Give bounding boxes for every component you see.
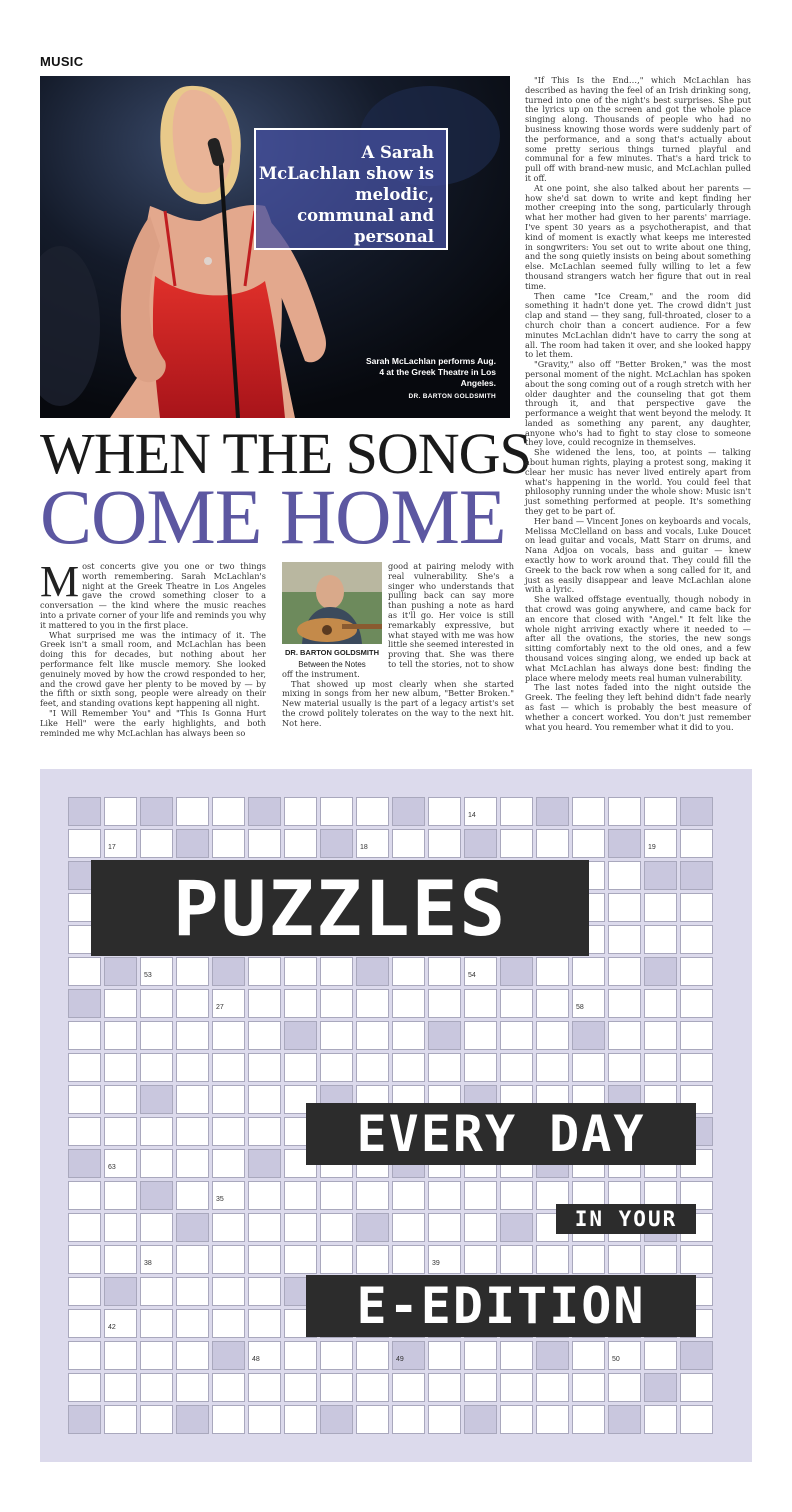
grid-cell: [644, 1053, 677, 1082]
e-edition-banner: E-EDITION: [306, 1275, 696, 1337]
grid-cell: [248, 957, 281, 986]
grid-cell: [356, 1021, 389, 1050]
clue-number: 14: [468, 812, 476, 819]
grid-cell: [212, 1245, 245, 1274]
headline-line1: WHEN THE SONGS: [40, 421, 531, 486]
grid-cell: [248, 1117, 281, 1146]
grid-cell: [140, 1053, 173, 1082]
grid-cell: [68, 829, 101, 858]
grid-cell: [140, 829, 173, 858]
grid-cell: [392, 1213, 425, 1242]
grid-cell: [320, 797, 353, 826]
drop-cap: M: [40, 557, 80, 606]
grid-cell: [320, 1373, 353, 1402]
grid-cell: [320, 1021, 353, 1050]
article-column-1: [40, 557, 266, 738]
grid-cell: [140, 1021, 173, 1050]
grid-cell: [356, 989, 389, 1018]
grid-cell: [212, 1085, 245, 1114]
grid-cell: [644, 797, 677, 826]
grid-cell: [320, 1341, 353, 1370]
grid-cell: [212, 1021, 245, 1050]
grid-cell: [572, 1405, 605, 1434]
grid-cell: [68, 1405, 101, 1434]
grid-cell: [572, 1021, 605, 1050]
grid-cell: [536, 1053, 569, 1082]
grid-cell: [356, 1341, 389, 1370]
grid-cell: [608, 1405, 641, 1434]
clue-number: 58: [576, 1004, 584, 1011]
grid-cell: [392, 989, 425, 1018]
clue-number: 18: [360, 844, 368, 851]
article-column-3: [525, 76, 751, 732]
grid-cell: [608, 1373, 641, 1402]
photo-credit: DR. BARTON GOLDSMITH: [408, 393, 496, 400]
grid-cell: [644, 1341, 677, 1370]
clue-number: 63: [108, 1164, 116, 1171]
clue-number: 49: [396, 1356, 404, 1363]
grid-cell: [248, 829, 281, 858]
grid-cell: [176, 1277, 209, 1306]
grid-cell: [680, 957, 713, 986]
grid-cell: [536, 1373, 569, 1402]
grid-cell: [140, 1149, 173, 1178]
grid-cell: [536, 797, 569, 826]
grid-cell: [284, 1181, 317, 1210]
photo-caption-text: Sarah McLachlan performs Aug. 4 at the Greek Theatre in Los Angeles.: [365, 356, 496, 388]
grid-cell: [68, 1277, 101, 1306]
grid-cell: [392, 957, 425, 986]
grid-cell: [104, 1405, 137, 1434]
grid-cell: [500, 829, 533, 858]
grid-cell: [140, 989, 173, 1018]
grid-cell: [500, 989, 533, 1018]
grid-cell: [248, 797, 281, 826]
grid-cell: [356, 1373, 389, 1402]
clue-number: 38: [144, 1260, 152, 1267]
grid-cell: [68, 1341, 101, 1370]
article-paragraph: She walked offstage eventually, though nobody in that crowd was going anywhere, and came back for an encore that closed with "Angel." It felt like the whole night arriving exactly where it needed to — after all the ovations, the stories, the new songs sitting comfortably next to the old ones, and a few thousand voices singing along, we ended up back at what McLachlan has always done best: finding the place where melody meets real human vulnerability.: [525, 594, 751, 683]
grid-cell: [284, 1341, 317, 1370]
clue-number: 27: [216, 1004, 224, 1011]
grid-cell: [140, 797, 173, 826]
article-paragraph: Her band — Vincent Jones on keyboards and vocals, Melissa McClelland on bass and vocals, Luke Doucet on lead guitar and vocals, Matt Starr on drums, and Nana Adjoa on vocals, bass and guitar — knew exactly how to work around that. They could fill the Greek to the back row when a song called for it, and just as easily disappear and leave McLachlan alone with a lyric.: [525, 515, 751, 595]
grid-cell: [464, 1021, 497, 1050]
grid-cell: [644, 1405, 677, 1434]
grid-cell: [608, 861, 641, 890]
grid-cell: [392, 1405, 425, 1434]
grid-cell: [428, 989, 461, 1018]
grid-cell: [500, 1245, 533, 1274]
grid-cell: [428, 797, 461, 826]
grid-cell: [500, 957, 533, 986]
grid-cell: [500, 1181, 533, 1210]
grid-cell: [392, 829, 425, 858]
grid-cell: [680, 925, 713, 954]
clue-number: 48: [252, 1356, 260, 1363]
grid-cell: [248, 989, 281, 1018]
grid-cell: [68, 1021, 101, 1050]
grid-cell: [356, 1053, 389, 1082]
clue-number: 39: [432, 1260, 440, 1267]
grid-cell: [572, 957, 605, 986]
grid-cell: [464, 829, 497, 858]
grid-cell: [536, 989, 569, 1018]
columnist-box: [282, 562, 382, 670]
grid-cell: [248, 1373, 281, 1402]
grid-cell: [680, 829, 713, 858]
grid-cell: [500, 1053, 533, 1082]
grid-cell: [248, 1405, 281, 1434]
grid-cell: [104, 1021, 137, 1050]
grid-cell: [608, 829, 641, 858]
grid-cell: [428, 1053, 461, 1082]
grid-cell: [428, 1181, 461, 1210]
grid-cell: [572, 797, 605, 826]
puzzles-banner: PUZZLES: [91, 860, 589, 956]
grid-cell: [644, 957, 677, 986]
grid-cell: [680, 1341, 713, 1370]
grid-cell: [608, 989, 641, 1018]
grid-cell: [680, 1245, 713, 1274]
grid-cell: [356, 957, 389, 986]
grid-cell: [608, 957, 641, 986]
grid-cell: [536, 1245, 569, 1274]
grid-cell: [464, 1053, 497, 1082]
grid-cell: [392, 1245, 425, 1274]
grid-cell: [176, 957, 209, 986]
grid-cell: [68, 1117, 101, 1146]
grid-cell: [104, 1245, 137, 1274]
clue-number: 42: [108, 1324, 116, 1331]
grid-cell: [176, 1341, 209, 1370]
grid-cell: [680, 989, 713, 1018]
grid-cell: [428, 1405, 461, 1434]
grid-cell: [428, 1213, 461, 1242]
grid-cell: [680, 1021, 713, 1050]
grid-cell: [104, 1085, 137, 1114]
grid-cell: [176, 1309, 209, 1338]
in-your-banner: IN YOUR: [556, 1204, 696, 1234]
grid-cell: [284, 989, 317, 1018]
grid-cell: [248, 1277, 281, 1306]
grid-cell: [680, 1373, 713, 1402]
grid-cell: [248, 1021, 281, 1050]
grid-cell: [572, 1245, 605, 1274]
grid-cell: [140, 1181, 173, 1210]
grid-cell: [68, 1309, 101, 1338]
grid-cell: [212, 1373, 245, 1402]
grid-cell: [248, 1149, 281, 1178]
grid-cell: [608, 925, 641, 954]
grid-cell: [464, 1341, 497, 1370]
grid-cell: [176, 1149, 209, 1178]
grid-cell: [176, 1373, 209, 1402]
grid-cell: [140, 1213, 173, 1242]
grid-cell: [644, 861, 677, 890]
grid-cell: [536, 957, 569, 986]
grid-cell: [212, 797, 245, 826]
grid-cell: [284, 1405, 317, 1434]
article-paragraph: What surprised me was the intimacy of it. The Greek isn't a small room, and McLachlan has been doing this for decades, but nothing about her performance felt like muscle memory. She looked genuinely moved by how the crowd responded to her, and the crowd gave her plenty to be moved by — by the fifth or sixth song, people were already on their feet, and standing ovations kept happening all night.: [40, 629, 266, 709]
grid-cell: [68, 1181, 101, 1210]
grid-cell: [248, 1309, 281, 1338]
grid-cell: [320, 1245, 353, 1274]
grid-cell: [392, 1053, 425, 1082]
grid-cell: [356, 797, 389, 826]
grid-cell: [176, 797, 209, 826]
grid-cell: [392, 1021, 425, 1050]
grid-cell: [680, 797, 713, 826]
grid-cell: [500, 1021, 533, 1050]
grid-cell: [140, 1309, 173, 1338]
grid-cell: [680, 1405, 713, 1434]
grid-cell: [176, 1181, 209, 1210]
grid-cell: [644, 1245, 677, 1274]
article-paragraph: That showed up most clearly when she started mixing in songs from her new album, "Better Broken." New material usually is the part of a legacy artist's set the crowd politely tolerates on the way to the next hit. Not here.: [282, 678, 514, 728]
grid-cell: [68, 1149, 101, 1178]
columnist-name: DR. BARTON GOLDSMITH: [284, 648, 380, 657]
grid-cell: [536, 1341, 569, 1370]
grid-cell: [212, 1405, 245, 1434]
grid-cell: [104, 1117, 137, 1146]
grid-cell: [284, 1373, 317, 1402]
grid-cell: [644, 893, 677, 922]
grid-cell: [140, 1373, 173, 1402]
grid-cell: [680, 1053, 713, 1082]
clue-number: 17: [108, 844, 116, 851]
grid-cell: [320, 1405, 353, 1434]
grid-cell: [212, 829, 245, 858]
grid-cell: [248, 1245, 281, 1274]
grid-cell: [176, 1405, 209, 1434]
grid-cell: [320, 1053, 353, 1082]
grid-cell: [644, 925, 677, 954]
grid-cell: [140, 1341, 173, 1370]
grid-cell: [104, 957, 137, 986]
article-paragraph: Then came "Ice Cream," and the room did something it hadn't done yet. The crowd didn't just clap and stand — they sang, full-throated, closer to a church choir than a concert audience. For a few minutes McLachlan didn't have to carry the song at all. The room had taken it over, and she looked happy to let them.: [525, 290, 751, 360]
grid-cell: [320, 829, 353, 858]
grid-cell: [608, 1245, 641, 1274]
grid-cell: [212, 1277, 245, 1306]
grid-cell: [212, 1309, 245, 1338]
clue-number: 35: [216, 1196, 224, 1203]
grid-cell: [428, 1373, 461, 1402]
grid-cell: [140, 1405, 173, 1434]
grid-cell: [500, 1405, 533, 1434]
grid-cell: [68, 1085, 101, 1114]
grid-cell: [104, 1053, 137, 1082]
grid-cell: [68, 1245, 101, 1274]
clue-number: 19: [648, 844, 656, 851]
grid-cell: [68, 1053, 101, 1082]
grid-cell: [428, 829, 461, 858]
article-paragraph-text: ost concerts give you one or two things worth remembering. Sarah McLachlan's night at the Greek Theatre in Los Angeles gave the crowd something closer to a conversation — the kind where the music reaches into a private corner of your life and reminds you why it mattered to you in the first place.: [40, 561, 266, 630]
grid-cell: [176, 1085, 209, 1114]
grid-cell: [392, 797, 425, 826]
grid-cell: [536, 1405, 569, 1434]
article-paragraph: "If This Is the End…," which McLachlan has described as having the feel of an Irish drinking song, turned into one of the night's best surprises. She put the lyrics up on the screen and got the whole place singing along. Thousands of people who had no business knowing those words were suddenly part of the performance, and a song that's actually about some pretty serious things turned playful and communal for a few minutes. That's a hard trick to pull off with brand-new music, and McLachlan pulled it off.: [525, 75, 751, 183]
article-paragraph: "I Will Remember You" and "This Is Gonna Hurt Like Hell" were the early highlights, and both reminded me why McLachlan has always been so: [40, 707, 266, 738]
columnist-photo-illustration: [282, 562, 382, 644]
grid-cell: [140, 1117, 173, 1146]
article-paragraph: The last notes faded into the night outside the Greek. The feeling they left behind didn't fade nearly as fast — which is probably the best measure of whether a concert worked. You don't just remember what you heard. You remember what it did to you.: [525, 682, 751, 732]
grid-cell: [320, 957, 353, 986]
grid-cell: [464, 1373, 497, 1402]
grid-cell: [572, 1341, 605, 1370]
grid-cell: [176, 1053, 209, 1082]
grid-cell: [572, 1373, 605, 1402]
grid-cell: [428, 1021, 461, 1050]
grid-cell: [248, 1213, 281, 1242]
grid-cell: [644, 1373, 677, 1402]
grid-cell: [176, 1213, 209, 1242]
grid-cell: [500, 1373, 533, 1402]
grid-cell: [176, 1245, 209, 1274]
grid-cell: [212, 1213, 245, 1242]
grid-cell: [356, 1405, 389, 1434]
every-day-banner: EVERY DAY: [306, 1103, 696, 1165]
grid-cell: [212, 1341, 245, 1370]
grid-cell: [500, 797, 533, 826]
grid-cell: [248, 1053, 281, 1082]
grid-cell: [464, 1405, 497, 1434]
grid-cell: [104, 989, 137, 1018]
grid-cell: [284, 1021, 317, 1050]
pull-quote: A Sarah McLachlan show is melodic, communal and personal: [254, 128, 448, 250]
grid-cell: [608, 797, 641, 826]
grid-cell: [392, 1181, 425, 1210]
article-column-2: [282, 562, 514, 729]
grid-cell: [284, 797, 317, 826]
article-paragraph: [40, 557, 266, 631]
grid-cell: [356, 1213, 389, 1242]
grid-cell: [500, 1213, 533, 1242]
grid-cell: [248, 1181, 281, 1210]
grid-cell: [284, 1053, 317, 1082]
grid-cell: [104, 1277, 137, 1306]
grid-cell: [284, 1213, 317, 1242]
grid-cell: [608, 1021, 641, 1050]
grid-cell: [464, 1245, 497, 1274]
photo-caption: [360, 356, 496, 402]
grid-cell: [320, 1213, 353, 1242]
grid-cell: [104, 1341, 137, 1370]
clue-number: 54: [468, 972, 476, 979]
grid-cell: [428, 1341, 461, 1370]
article-paragraph: She widened the lens, too, at points — talking about human rights, playing a protest song, making it clear her music has never lived entirely apart from what's happening in the world. You could feel that philosophy running under the whole show: Music isn't just something performed at people. It's something they get to be part of.: [525, 447, 751, 517]
grid-cell: [356, 1181, 389, 1210]
grid-cell: [536, 829, 569, 858]
grid-cell: [644, 1021, 677, 1050]
article-paragraph: good at pairing melody with real vulnerability. She's a singer who understands that pulling back can say more than pushing a note as hard as it'll go. Her voice is still remarkably expressive, but what stayed with me was how little she seemed interested in proving that. She was there to tell the stories, not to show off the instrument.: [282, 561, 515, 679]
grid-cell: [572, 829, 605, 858]
grid-cell: [68, 957, 101, 986]
grid-cell: [320, 1181, 353, 1210]
grid-cell: [104, 797, 137, 826]
grid-cell: [572, 1053, 605, 1082]
section-label: MUSIC: [40, 54, 84, 69]
clue-number: 50: [612, 1356, 620, 1363]
grid-cell: [176, 989, 209, 1018]
grid-cell: [140, 1085, 173, 1114]
grid-cell: [284, 1245, 317, 1274]
grid-cell: [140, 1277, 173, 1306]
grid-cell: [536, 1021, 569, 1050]
columnist-photo: [282, 562, 382, 644]
grid-cell: [104, 1181, 137, 1210]
grid-cell: [104, 1213, 137, 1242]
grid-cell: [176, 829, 209, 858]
grid-cell: [284, 829, 317, 858]
grid-cell: [320, 989, 353, 1018]
grid-cell: [608, 893, 641, 922]
grid-cell: [392, 1373, 425, 1402]
grid-cell: [212, 957, 245, 986]
column-name: Between the Notes: [298, 659, 366, 669]
grid-cell: [68, 1373, 101, 1402]
grid-cell: [68, 989, 101, 1018]
grid-cell: [464, 1181, 497, 1210]
grid-cell: [104, 1373, 137, 1402]
grid-cell: [428, 957, 461, 986]
grid-cell: [212, 1053, 245, 1082]
grid-cell: [644, 989, 677, 1018]
grid-cell: [212, 1149, 245, 1178]
grid-cell: [464, 1213, 497, 1242]
grid-cell: [680, 893, 713, 922]
grid-cell: [500, 1341, 533, 1370]
grid-cell: [68, 797, 101, 826]
headline-line2: COME HOME: [40, 473, 506, 560]
grid-cell: [464, 989, 497, 1018]
grid-cell: [356, 1245, 389, 1274]
grid-cell: [680, 861, 713, 890]
grid-cell: [608, 1053, 641, 1082]
grid-cell: [176, 1021, 209, 1050]
grid-cell: [284, 957, 317, 986]
clue-number: 53: [144, 972, 152, 979]
grid-cell: [176, 1117, 209, 1146]
article-paragraph: "Gravity," also off "Better Broken," was the most personal moment of the night. McLachlan has spoken about the song coming out of a rough stretch with her older daughter and the counseling that got them through it, and that perspective gave the performance a weight that went beyond the melody. It landed as something any parent, any daughter, anyone who's had to fight to stay close to someone they love, could recognize in themselves.: [525, 359, 751, 448]
article-paragraph: At one point, she also talked about her parents — how she'd sat down to write and kept finding her mother creeping into the song, particularly through what her mother had given to her parents' marriage. I've spent 30 years as a psychotherapist, and that kind of moment is exactly what keeps me interested in songwriters: You set out to write about one thing, and the song quietly insists on being about something else. McLachlan seemed fully willing to let a few thousand strangers watch her figure that out in real time.: [525, 182, 751, 291]
grid-cell: [248, 1085, 281, 1114]
grid-cell: [212, 1117, 245, 1146]
grid-cell: [68, 1213, 101, 1242]
